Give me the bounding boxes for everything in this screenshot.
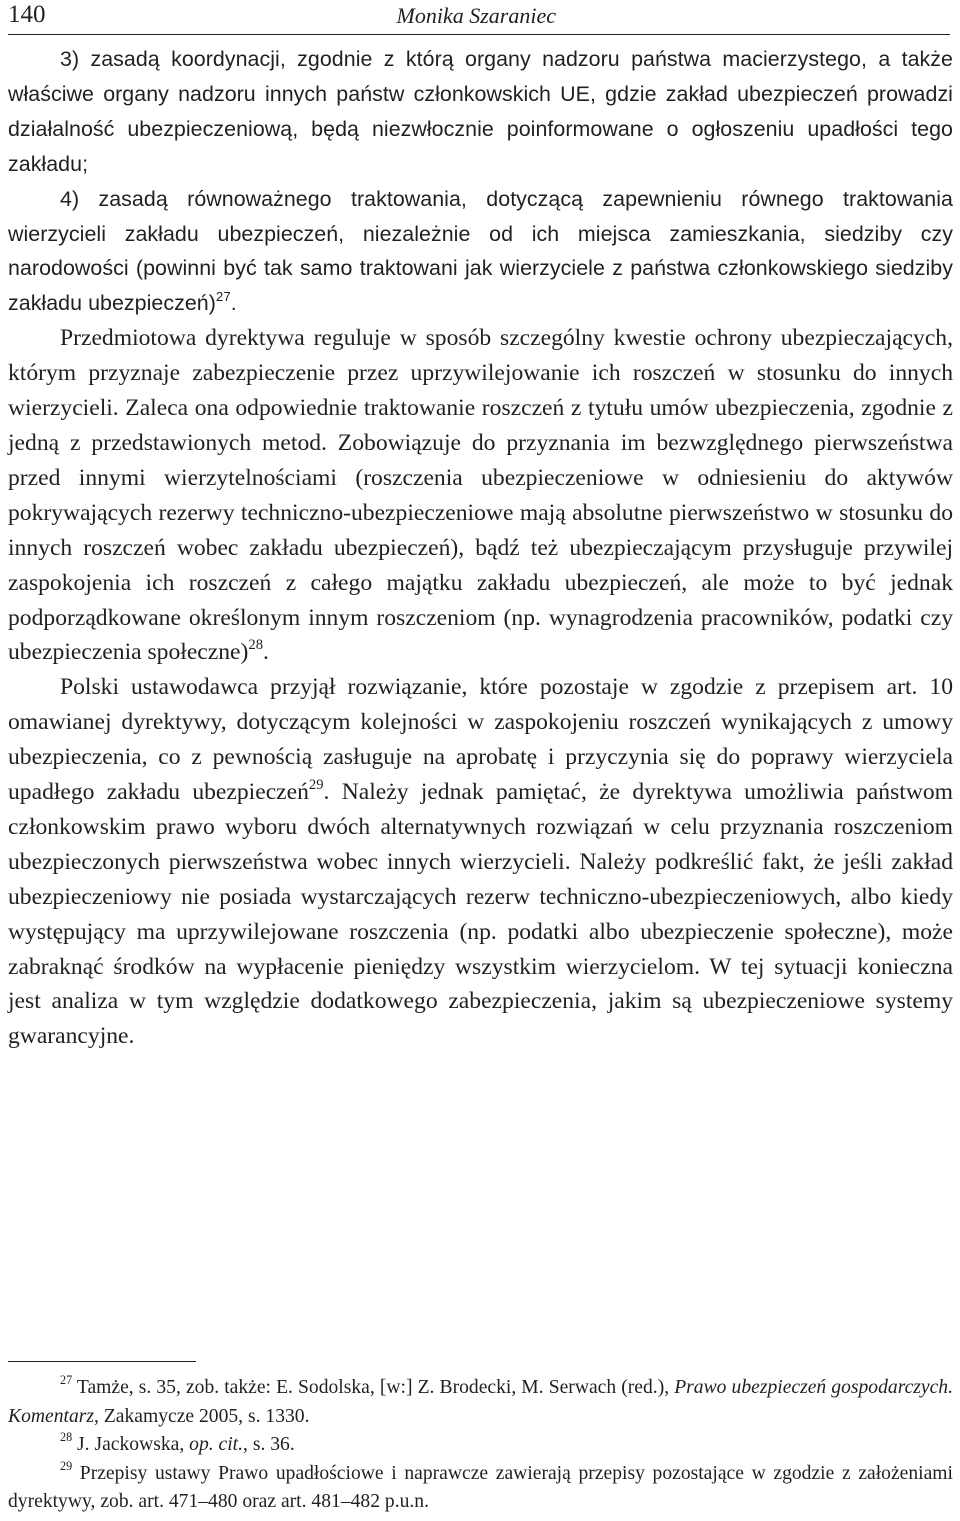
paragraph-2-text-b: . Należy jednak pamiętać, że dyrektywa umożliwia państwom członkowskim prawo wyboru dwóch alternatywnych rozwiązań w celu przyznania roszczeniom ubezpieczonych pierwszeństwa wobec innych wierzycieli. Należy podkreślić fakt, że jeśli zakład ubezpieczeniowy nie posiada wystarczających rezerw techniczno-ubezpieczeniowych, albo kiedy występujący ma uprzywilejowane roszczenia (np. podatki albo ubezpieczenie społeczne), może zabraknąć środków na wypłacenie pieniędzy wszystkim wierzycielom. W tej sytuacji konieczna jest analiza w tym względzie dodatkowego zabezpieczenia, jakim są ubezpieczeniowe systemy gwarancyjne. (8, 779, 954, 1050)
list-item-4-end: . (230, 291, 237, 316)
page-number: 140 (8, 1, 46, 28)
paragraph-2 (8, 670, 953, 1054)
footnotes (8, 1374, 953, 1517)
list-item-3-text: 3) zasadą koordynacji, zgodnie z którą organy nadzoru państwa macierzystego, a także właściwe organy nadzoru innych państw członkowskich UE, gdzie zakład ubezpieczeń prowadzi działalność ubezpieczeniową, będą niezwłocznie poinformowane o ogłoszeniu upadłości tego zakładu; (8, 47, 953, 176)
footnote-29-number: 29 (60, 1459, 73, 1474)
list-item-4-text: 4) zasadą równoważnego traktowania, dotyczącą zapewnieniu równego traktowania wierzycieli zakładu ubezpieczeń, niezależnie od ich miejsca zamieszkania, siedziby czy narodowości (powinni być tak samo traktowani jak wierzyciele z państwa członkowskiego siedziby zakładu ubezpieczeń) (8, 186, 953, 316)
footnote-divider (8, 1361, 196, 1362)
footnote-27-text-b: , Zakamycze 2005, s. 1330. (94, 1405, 310, 1427)
paragraph-2-text-a: Polski ustawodawca przyjął rozwiązanie, które pozostaje w zgodzie z przepisem art. 10 omawianej dyrektywy, dotyczącym kolejności w zaspokojeniu roszczeń wynikających z umowy ubezpieczenia, co z pewnością zasługuje na aprobatę i przyczynia się do poprawy wierzyciela upadłego zakładu ubezpieczeń (8, 674, 953, 806)
footnote-29-text: Przepisy ustawy Prawo upadłościowe i naprawcze zawierają przepisy pozostające w zgodzie z założeniami dyrektywy, zob. art. 471–480 oraz art. 481–482 p.u.n. (8, 1462, 953, 1513)
running-head: Monika Szaraniec (396, 3, 556, 28)
page-header (8, 0, 950, 35)
paragraph-1 (8, 321, 953, 670)
footnote-27-number: 27 (60, 1373, 73, 1388)
footnote-ref-29: 29 (308, 776, 324, 793)
body-text (8, 42, 953, 1054)
footnote-27-title: Prawo ubezpieczeń gospodarczych. Komentarz (8, 1377, 954, 1427)
footnote-28-number: 28 (60, 1430, 73, 1445)
footnote-28 (8, 1431, 953, 1460)
footnote-28-text-a: J. Jackowska, (72, 1434, 190, 1456)
footnote-29 (8, 1460, 953, 1517)
list-item-3 (8, 42, 953, 182)
footnote-ref-27: 27 (215, 288, 231, 304)
footnote-27-text-a: Tamże, s. 35, zob. także: E. Sodolska, [w:] Z. Brodecki, M. Serwach (red.), (72, 1377, 675, 1398)
footnote-ref-28: 28 (248, 637, 263, 654)
footnote-28-text-b: , s. 36. (243, 1434, 295, 1456)
list-item-4 (8, 182, 953, 322)
footnote-28-italic: op. cit. (189, 1434, 244, 1456)
paragraph-1-text: Przedmiotowa dyrektywa reguluje w sposób szczególny kwestie ochrony ubezpieczających, którym przyznaje zabezpieczenie przez uprzywilejowanie ich roszczeń w stosunku do innych wierzycieli. Zaleca ona odpowiednie traktowanie roszczeń z tytułu umów ubezpieczenia, zgodnie z jedną z przedstawionych metod. Zobowiązuje do przyznania im bezwzględnego pierwszeństwa przed innymi wierzytelnościami (roszczenia ubezpieczeniowe w odniesieniu do aktywów pokrywających rezerwy techniczno-ubezpieczeniowe mają absolutne pierwszeństwo w stosunku do innych roszczeń wobec zakładu ubezpieczeń), bądź też ubezpieczającym przysługuje przywilej zaspokojenia ich roszczeń z całego majątku zakładu ubezpieczeń, ale może to być jednak podporządkowane określonym innym roszczeniom (np. wynagrodzenia pracowników, podatki czy ubezpieczenia społeczne) (8, 325, 953, 666)
footnote-27 (8, 1374, 953, 1431)
paragraph-1-end: . (263, 639, 269, 666)
